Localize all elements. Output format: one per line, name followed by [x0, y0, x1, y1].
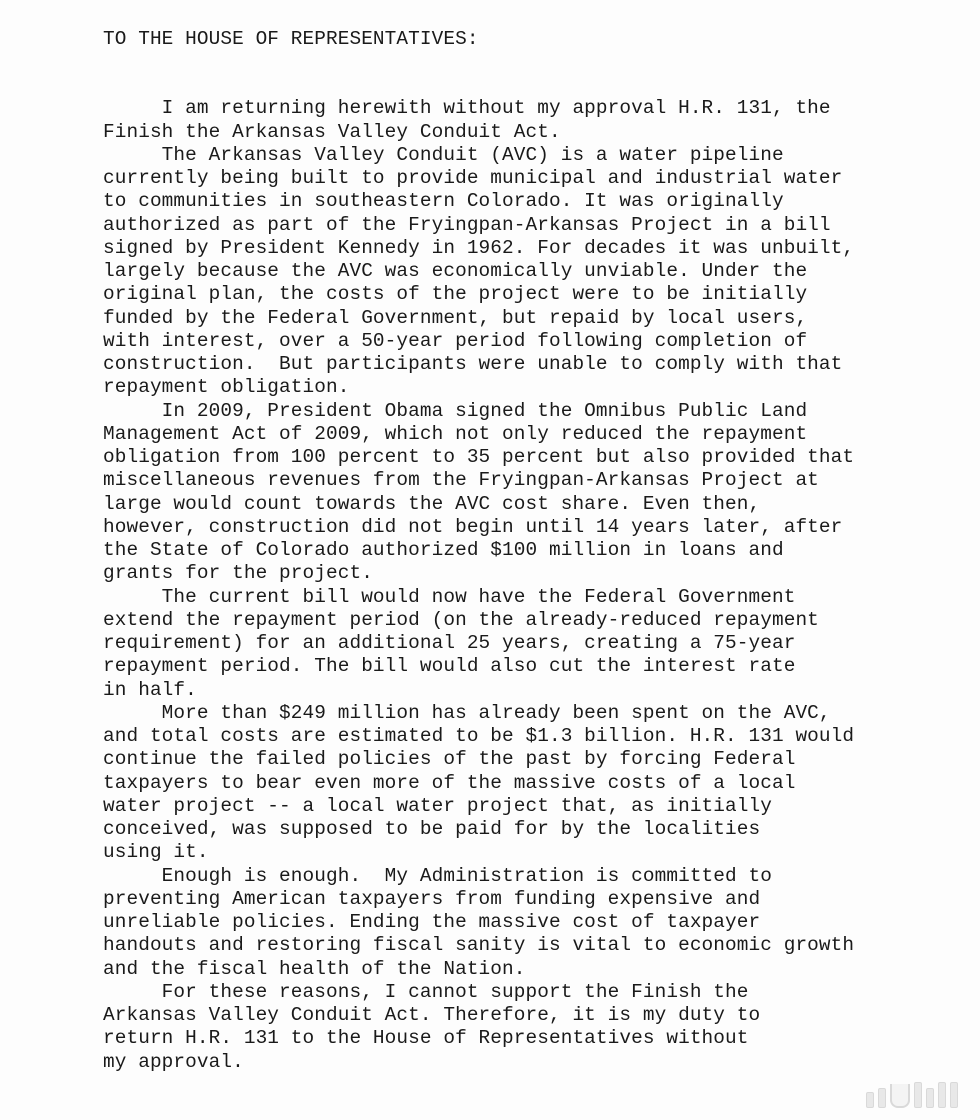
text-line: The current bill would now have the Federal Government [103, 585, 796, 608]
text-line: return H.R. 131 to the House of Representatives without [103, 1027, 749, 1050]
text-line: and the fiscal health of the Nation. [103, 957, 526, 980]
text-line: authorized as part of the Fryingpan-Arkansas Project in a bill [103, 213, 831, 236]
text-line: construction. But participants were unable to comply with that [103, 353, 843, 375]
text-line: repayment period. The bill would also cut the interest rate [103, 655, 796, 678]
text-line: the State of Colorado authorized $100 million in loans and [103, 539, 784, 561]
watermark-bar [866, 1092, 874, 1108]
text-line: currently being built to provide municipal and industrial water [103, 167, 843, 189]
text-line: The Arkansas Valley Conduit (AVC) is a water pipeline [103, 143, 784, 166]
text-line: obligation from 100 percent to 35 percent but also provided that [103, 446, 855, 468]
paragraph [103, 144, 963, 400]
text-line: signed by President Kennedy in 1962. For decades it was unbuilt, [103, 236, 855, 259]
text-line: large would count towards the AVC cost share. Even then, [103, 492, 761, 515]
text-line: Arkansas Valley Conduit Act. Therefore, it is my duty to [103, 1004, 761, 1026]
watermark-logo [866, 1080, 958, 1108]
text-line: extend the repayment period (on the already-reduced repayment [103, 608, 819, 631]
text-line: my approval. [103, 1050, 244, 1073]
text-line: unreliable policies. Ending the massive cost of taxpayer [103, 911, 761, 933]
text-line: water project -- a local water project that, as initially [103, 794, 772, 817]
text-line: taxpayers to bear even more of the massive costs of a local [103, 771, 796, 794]
paragraph [103, 400, 963, 586]
message-body [103, 97, 963, 1074]
text-line: original plan, the costs of the project were to be initially [103, 283, 808, 306]
watermark-bar [938, 1082, 946, 1108]
text-line: to communities in southeastern Colorado. It was originally [103, 190, 784, 213]
paragraph [103, 97, 963, 144]
text-line: conceived, was supposed to be paid for by the localities [103, 818, 761, 840]
text-line: miscellaneous revenues from the Fryingpan-Arkansas Project at [103, 469, 819, 492]
address-line: TO THE HOUSE OF REPRESENTATIVES: [103, 28, 479, 50]
text-line: requirement) for an additional 25 years, creating a 75-year [103, 632, 796, 654]
watermark-bar [950, 1082, 958, 1108]
text-line: In 2009, President Obama signed the Omnibus Public Land [103, 399, 808, 422]
paragraph [103, 586, 963, 702]
text-line: Enough is enough. My Administration is committed to [103, 864, 772, 887]
text-line: in half. [103, 678, 197, 701]
veto-message [103, 28, 963, 1074]
text-line: however, construction did not begin until 14 years later, after [103, 515, 843, 538]
watermark-bar [914, 1082, 922, 1108]
text-line: More than $249 million has already been spent on the AVC, [103, 701, 831, 724]
text-line: grants for the project. [103, 562, 373, 585]
text-line: handouts and restoring fiscal sanity is vital to economic growth [103, 934, 855, 957]
paragraph [103, 702, 963, 865]
text-line: largely because the AVC was economically unviable. Under the [103, 260, 808, 282]
text-line: and total costs are estimated to be $1.3 billion. H.R. 131 would [103, 725, 855, 747]
text-line: continue the failed policies of the past by forcing Federal [103, 748, 796, 771]
watermark-bar [926, 1088, 934, 1108]
text-line: For these reasons, I cannot support the Finish the [103, 980, 749, 1003]
paragraph [103, 865, 963, 981]
text-line: funded by the Federal Government, but repaid by local users, [103, 306, 808, 329]
text-line: Management Act of 2009, which not only reduced the repayment [103, 422, 808, 445]
text-line: repayment obligation. [103, 376, 350, 399]
text-line: preventing American taxpayers from funding expensive and [103, 887, 761, 910]
text-line: using it. [103, 841, 209, 864]
watermark-bar [878, 1088, 886, 1108]
watermark-u-shape [890, 1084, 910, 1108]
text-line: with interest, over a 50-year period following completion of [103, 329, 808, 352]
text-line: Finish the Arkansas Valley Conduit Act. [103, 120, 561, 143]
text-line: I am returning herewith without my approval H.R. 131, the [103, 97, 831, 120]
paragraph [103, 981, 963, 1074]
